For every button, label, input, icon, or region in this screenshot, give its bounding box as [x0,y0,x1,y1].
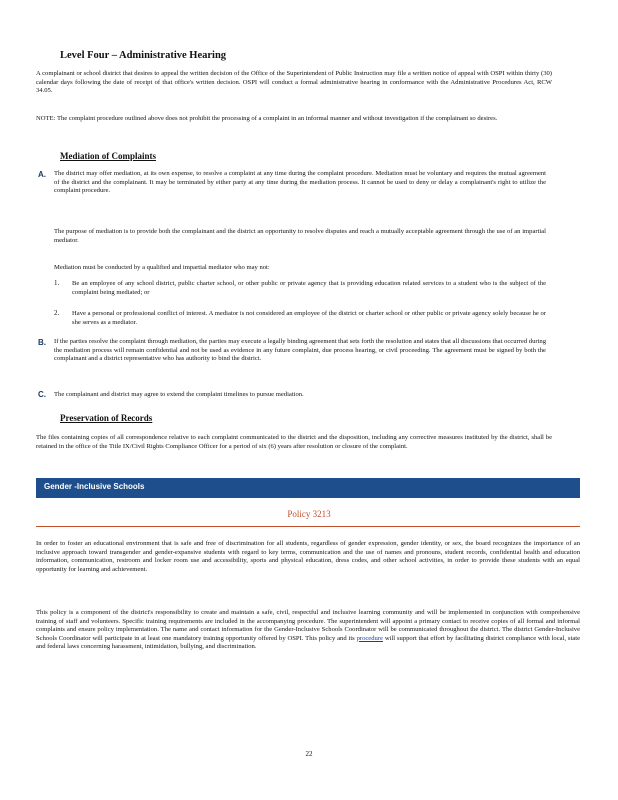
section-banner [36,478,580,498]
section-heading-level-four: Level Four – Administrative Hearing [60,50,227,61]
procedure-link[interactable]: procedure [356,634,383,642]
mediation-b-text: If the parties resolve the complaint through mediation, the parties may execute a legally binding agreement that sets forth the resolution and states that all discussions that occurred during the mediation process will remain confidential and not be used as evidence in any future complaint, due process hearing, or civil proceeding. The agreement must be signed by both the complainant and a district representative who has authority to bind the district. [54,338,546,363]
policy-paragraph-2-text-before: This policy is a component of the district's responsibility to create and maintain a safe, civil, respectful and inclusive learning community and will be implemented in conjunction with comprehensive training of staff and volunteers. Specific training requirements are included in the accompanying procedure. The superintendent will appoint a primary contact to receive copies of all formal and informal complaints and ensure policy implementation. The name and contact information for the Gender-Inclusive Schools Coordinator will be communicated throughout the district. The district Gender-Inclusive Schools Coordinator will participate in at least one mandatory training opportunity offered by OSPI. This policy and its [36,609,580,642]
banner-title: Gender -Inclusive Schools [44,482,145,491]
preservation-paragraph: The files containing copies of all correspondence relative to each complaint communicated to the district and the disposition, including any corrective measures instituted by the district, shall be retained in the office of the Title IX/Civil Rights Compliance Officer for a period of six (6) years after resolution or closure of the complaint. [36,434,552,450]
mediation-conducted-text: Mediation must be conducted by a qualified and impartial mediator who may not: [54,264,270,271]
policy-divider [36,526,580,527]
mediation-purpose-text: The purpose of mediation is to provide both the complainant and the district an opportunity to resolve disputes and reach a mutually acceptable agreement through the use of an impartial mediator. [54,228,546,244]
mediation-a-label: A. [38,170,46,179]
policy-paragraph-2 [36,609,580,652]
mediation-heading: Mediation of Complaints [60,151,157,161]
mediation-b-label: B. [38,338,46,347]
level-four-paragraph: A complainant or school district that desires to appeal the written decision of the Office of the Superintendent of Public Instruction may file a written notice of appeal with OSPI within thirty (30) calendar days following the date of receipt of that office's written decision. OSPI will conduct a formal administrative hearing in conformance with the Administrative Procedures Act, RCW 34.05. [36,70,552,95]
page-number: 22 [305,750,313,758]
preservation-heading: Preservation of Records [60,413,153,423]
policy-label: Policy 3213 [287,509,331,519]
mediation-item1-text: Be an employee of any school district, public charter school, or other public or private agency that is providing education related services to a student who is the subject of the complaint being mediated; or [72,280,546,296]
mediation-c-text: The complainant and district may agree to extend the complaint timelines to pursue mediation. [54,391,304,398]
mediation-c-label: C. [38,390,46,399]
mediation-item2-label: 2. [54,309,60,317]
mediation-item2-text: Have a personal or professional conflict of interest. A mediator is not considered an employee of the district or charter school or other public or private agency solely because he or she serves as a mediator. [72,310,546,326]
policy-paragraph-2-text-after: will support that effort by facilitating district compliance with local, state and federal laws concerning harassment, intimidation, bullying, and discrimination. [36,634,581,651]
mediation-item1-label: 1. [54,279,60,287]
note-paragraph: NOTE: The complaint procedure outlined above does not prohibit the processing of a complaint in an informal manner and without investigation if the complainant so desires. [36,115,498,122]
mediation-a-text: The district may offer mediation, at its own expense, to resolve a complaint at any time during the complaint procedure. Mediation must be voluntary and requires the mutual agreement of the district and the complainant. It may be terminated by either party at any time during the mediation process. It cannot be used to deny or delay a complainant's right to utilize the complaint procedure. [54,170,546,195]
policy-paragraph-1: In order to foster an educational environment that is safe and free of discrimination for all students, regardless of gender expression, gender identity, or sex, the board recognizes the importance of an inclusive approach toward transgender and gender-expansive students with regard to key terms, communication and the use of names and pronouns, student records, confidential health and education information, communication, restroom and locker room use and accessibility, sports and physical education, dress codes, and other school activities, in order to provide these students with an equal opportunity for learning and achievement. [36,540,580,573]
